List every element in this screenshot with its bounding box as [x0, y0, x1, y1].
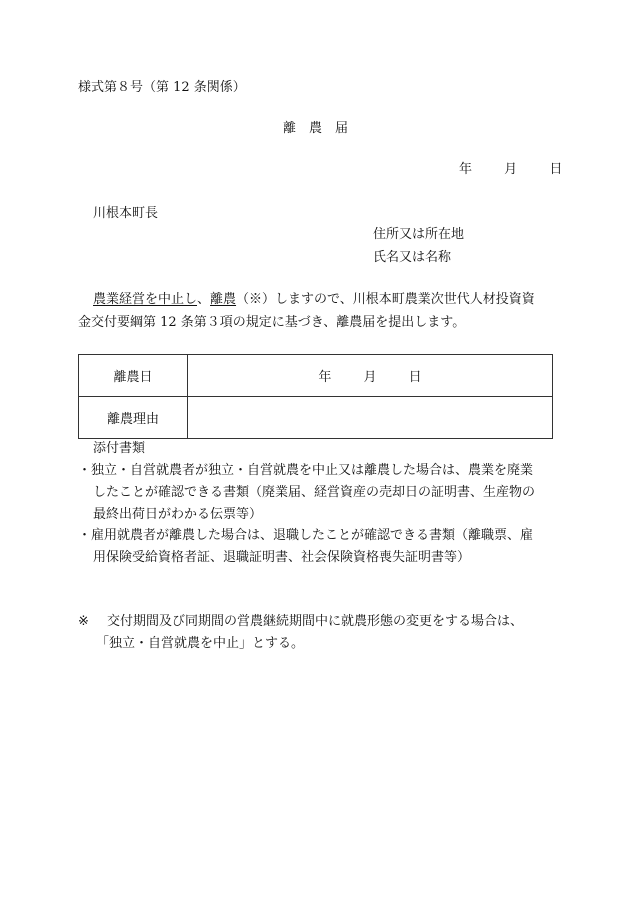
attachments-heading: 添付書類	[93, 441, 146, 456]
date-day: 日	[549, 162, 563, 177]
name-label: 氏名又は名称	[373, 250, 452, 265]
field-day: 日	[408, 370, 422, 385]
attachment-item-2-line2: 用保険受給資格者証、退職証明書、社会保険資格喪失証明書等）	[93, 550, 471, 565]
retirement-reason-label: 離農理由	[79, 397, 188, 439]
body-separator: 、	[197, 292, 211, 307]
attachment-item-2-line1: ・雇用就農者が離農した場合は、退職したことが確認できる書類（離職票、雇	[78, 528, 534, 543]
date-year: 年	[459, 162, 473, 177]
field-year: 年	[318, 370, 332, 385]
attachment-item-1-line3: 最終出荷日がわかる伝票等）	[93, 507, 263, 522]
attachment-item-1-line1: ・独立・自営就農者が独立・自営就農を中止又は離農した場合は、農業を廃業	[78, 463, 534, 478]
note-mark: ※	[78, 614, 89, 629]
attachment-item-1-line2: したことが確認できる書類（廃業届、経営資産の売却日の証明書、生産物の	[93, 485, 536, 500]
addressee: 川根本町長	[93, 206, 159, 221]
body-paragraph-line1	[93, 292, 535, 308]
body-line1-rest: （※）しますので、川根本町農業次世代人材投資資	[236, 292, 535, 307]
table-row	[79, 355, 553, 397]
table-row	[79, 397, 553, 439]
retirement-table	[78, 354, 553, 439]
field-month: 月	[363, 370, 377, 385]
retirement-date-label: 離農日	[79, 355, 188, 397]
date-line	[459, 162, 562, 178]
retirement-date-field[interactable]	[188, 355, 553, 397]
underlined-phrase-1: 農業経営を中止し	[93, 292, 198, 307]
note-line1: 交付期間及び同期間の営農継続期間中に就農形態の変更をする場合は、	[107, 614, 524, 629]
underlined-phrase-2: 離農	[210, 292, 237, 307]
retirement-reason-field[interactable]	[188, 397, 553, 439]
page-title: 離 農 届	[283, 121, 349, 136]
address-label: 住所又は所在地	[373, 227, 465, 242]
body-paragraph-line2: 金交付要綱第 12 条第３項の規定に基づき、離農届を提出します。	[78, 315, 466, 330]
note-line2: 「独立・自営就農を中止」とする。	[96, 636, 305, 651]
form-number: 様式第８号（第 12 条関係）	[78, 80, 246, 95]
date-month: 月	[504, 162, 518, 177]
